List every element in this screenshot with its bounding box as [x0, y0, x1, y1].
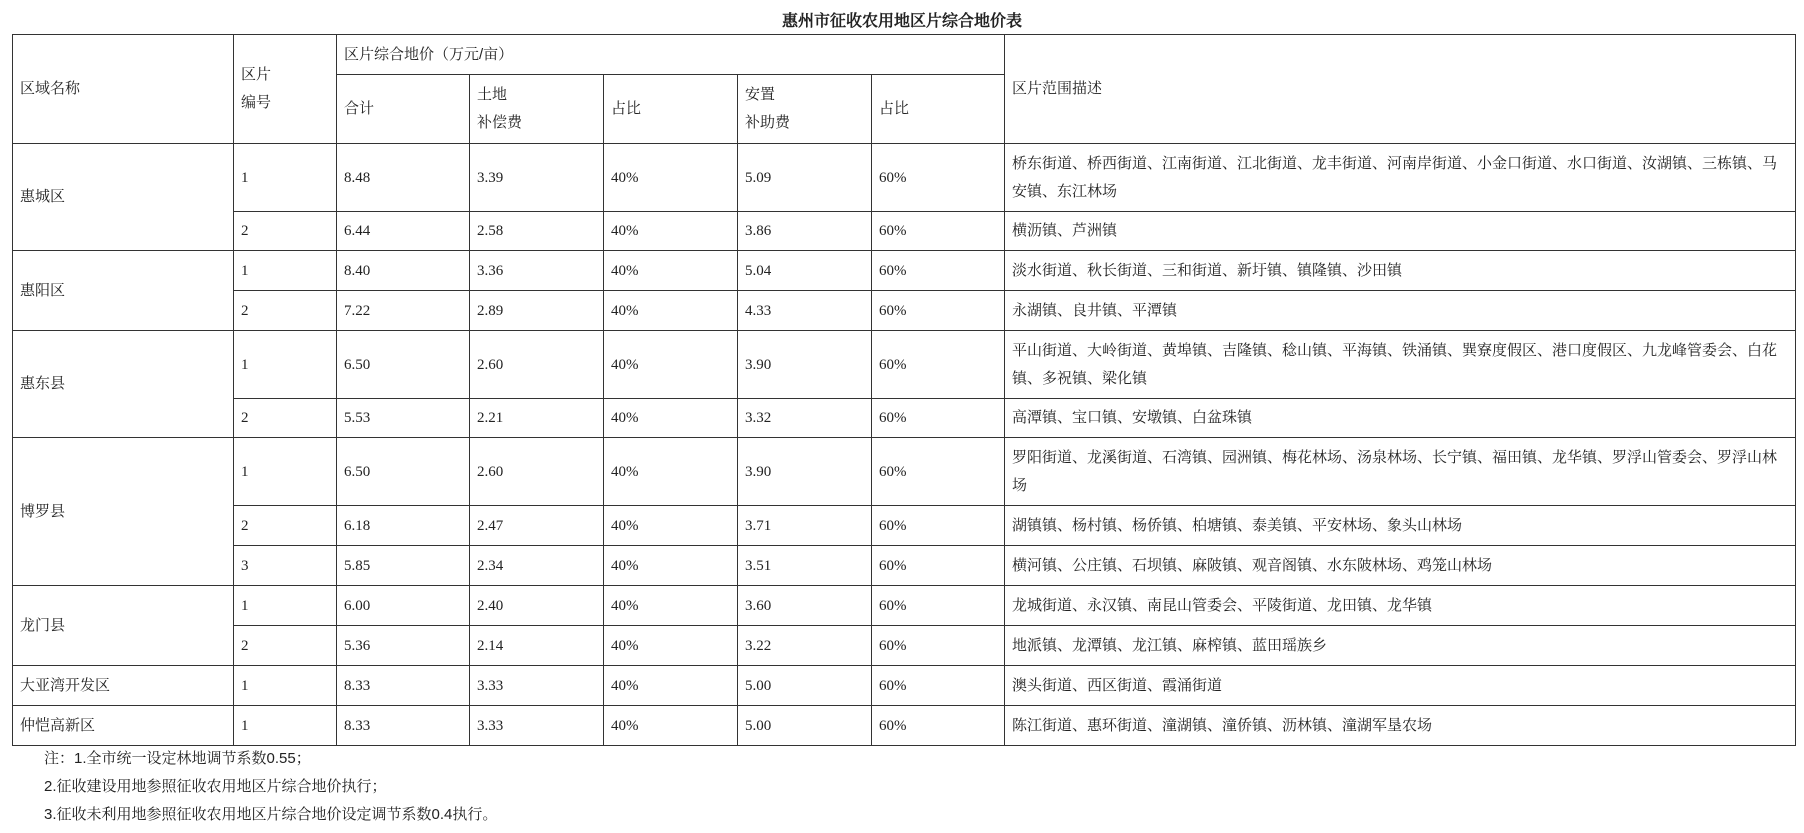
- scope-cell: 罗阳街道、龙溪街道、石湾镇、园洲镇、梅花林场、汤泉林场、长宁镇、福田镇、龙华镇、罗浮山管委会、罗浮山林场: [1005, 438, 1796, 506]
- resettle-fee-cell: 3.71: [738, 506, 872, 546]
- land-pct-cell: 40%: [604, 506, 738, 546]
- region-cell: 龙门县: [13, 586, 234, 666]
- resettle-pct-cell: 60%: [872, 706, 1005, 746]
- zone-no-cell: 3: [234, 546, 337, 586]
- land-pct-cell: 40%: [604, 546, 738, 586]
- header-resettle-fee: [738, 75, 872, 144]
- resettle-fee-cell: 3.90: [738, 331, 872, 399]
- scope-cell: 平山街道、大岭街道、黄埠镇、吉隆镇、稔山镇、平海镇、铁涌镇、巽寮度假区、港口度假区、九龙峰管委会、白花镇、多祝镇、梁化镇: [1005, 331, 1796, 399]
- zone-no-cell: 2: [234, 399, 337, 438]
- total-cell: 5.53: [337, 399, 470, 438]
- land-fee-cell: 3.39: [470, 144, 604, 212]
- table-row: [13, 251, 1796, 291]
- resettle-fee-cell: 5.00: [738, 706, 872, 746]
- zone-no-cell: 1: [234, 706, 337, 746]
- resettle-pct-cell: 60%: [872, 506, 1005, 546]
- header-price-group: 区片综合地价（万元/亩）: [337, 35, 1005, 75]
- zone-no-cell: 1: [234, 251, 337, 291]
- header-land-line1: 土地: [477, 86, 508, 103]
- zone-no-cell: 1: [234, 331, 337, 399]
- table-row: [13, 331, 1796, 399]
- scope-cell: 横河镇、公庄镇、石坝镇、麻陂镇、观音阁镇、水东陂林场、鸡笼山林场: [1005, 546, 1796, 586]
- land-fee-cell: 2.60: [470, 438, 604, 506]
- table-row: [13, 291, 1796, 331]
- land-fee-cell: 3.36: [470, 251, 604, 291]
- resettle-fee-cell: 3.60: [738, 586, 872, 626]
- table-row: [13, 666, 1796, 706]
- total-cell: 5.36: [337, 626, 470, 666]
- resettle-pct-cell: 60%: [872, 291, 1005, 331]
- scope-cell: 桥东街道、桥西街道、江南街道、江北街道、龙丰街道、河南岸街道、小金口街道、水口街道、汝湖镇、三栋镇、马安镇、东江林场: [1005, 144, 1796, 212]
- resettle-fee-cell: 3.86: [738, 212, 872, 251]
- table-row: [13, 438, 1796, 506]
- scope-cell: 龙城街道、永汉镇、南昆山管委会、平陵街道、龙田镇、龙华镇: [1005, 586, 1796, 626]
- table-row: [13, 399, 1796, 438]
- region-cell: 惠东县: [13, 331, 234, 438]
- zone-no-cell: 1: [234, 438, 337, 506]
- table-notes: [44, 745, 497, 829]
- total-cell: 8.40: [337, 251, 470, 291]
- header-scope: 区片范围描述: [1005, 35, 1796, 144]
- resettle-pct-cell: 60%: [872, 331, 1005, 399]
- total-cell: 6.00: [337, 586, 470, 626]
- total-cell: 8.33: [337, 666, 470, 706]
- table-row: [13, 212, 1796, 251]
- resettle-fee-cell: 5.09: [738, 144, 872, 212]
- scope-cell: 澳头街道、西区街道、霞涌街道: [1005, 666, 1796, 706]
- header-resettle-pct: 占比: [872, 75, 1005, 144]
- resettle-pct-cell: 60%: [872, 438, 1005, 506]
- land-fee-cell: 2.89: [470, 291, 604, 331]
- header-zone-no-line1: 区片: [241, 66, 272, 83]
- header-zone-no-line2: 编号: [241, 94, 272, 111]
- land-pct-cell: 40%: [604, 586, 738, 626]
- zone-no-cell: 1: [234, 586, 337, 626]
- header-zone-no: [234, 35, 337, 144]
- total-cell: 6.18: [337, 506, 470, 546]
- region-cell: 仲恺高新区: [13, 706, 234, 746]
- scope-cell: 横沥镇、芦洲镇: [1005, 212, 1796, 251]
- resettle-fee-cell: 3.22: [738, 626, 872, 666]
- total-cell: 8.33: [337, 706, 470, 746]
- total-cell: 6.50: [337, 331, 470, 399]
- region-cell: 惠城区: [13, 144, 234, 251]
- note-line-3: 3.征收未利用地参照征收农用地区片综合地价设定调节系数0.4执行。: [44, 806, 498, 823]
- note-line-2: 2.征收建设用地参照征收农用地区片综合地价执行；: [44, 778, 387, 795]
- resettle-pct-cell: 60%: [872, 212, 1005, 251]
- header-total: 合计: [337, 75, 470, 144]
- zone-no-cell: 2: [234, 506, 337, 546]
- header-resettle-line1: 安置: [745, 86, 776, 103]
- land-fee-cell: 2.34: [470, 546, 604, 586]
- land-fee-cell: 2.60: [470, 331, 604, 399]
- table-title: 惠州市征收农用地区片综合地价表: [781, 13, 1022, 30]
- land-pct-cell: 40%: [604, 144, 738, 212]
- resettle-fee-cell: 3.32: [738, 399, 872, 438]
- land-pct-cell: 40%: [604, 331, 738, 399]
- land-price-table: [12, 34, 1796, 746]
- land-pct-cell: 40%: [604, 399, 738, 438]
- land-pct-cell: 40%: [604, 251, 738, 291]
- land-fee-cell: 2.47: [470, 506, 604, 546]
- resettle-fee-cell: 5.00: [738, 666, 872, 706]
- region-cell: 大亚湾开发区: [13, 666, 234, 706]
- note-line-1: 注：1.全市统一设定林地调节系数0.55；: [44, 750, 311, 767]
- total-cell: 6.44: [337, 212, 470, 251]
- resettle-pct-cell: 60%: [872, 399, 1005, 438]
- land-pct-cell: 40%: [604, 706, 738, 746]
- resettle-fee-cell: 3.51: [738, 546, 872, 586]
- scope-cell: 地派镇、龙潭镇、龙江镇、麻榨镇、蓝田瑶族乡: [1005, 626, 1796, 666]
- land-fee-cell: 2.14: [470, 626, 604, 666]
- scope-cell: 淡水街道、秋长街道、三和街道、新圩镇、镇隆镇、沙田镇: [1005, 251, 1796, 291]
- resettle-fee-cell: 4.33: [738, 291, 872, 331]
- total-cell: 8.48: [337, 144, 470, 212]
- resettle-pct-cell: 60%: [872, 626, 1005, 666]
- header-land-pct: 占比: [604, 75, 738, 144]
- land-fee-cell: 2.58: [470, 212, 604, 251]
- table-row: [13, 706, 1796, 746]
- scope-cell: 陈江街道、惠环街道、潼湖镇、潼侨镇、沥林镇、潼湖军垦农场: [1005, 706, 1796, 746]
- header-resettle-line2: 补助费: [745, 114, 791, 131]
- region-cell: 博罗县: [13, 438, 234, 586]
- table-row: [13, 546, 1796, 586]
- zone-no-cell: 2: [234, 626, 337, 666]
- zone-no-cell: 2: [234, 291, 337, 331]
- resettle-fee-cell: 3.90: [738, 438, 872, 506]
- table-row: [13, 586, 1796, 626]
- zone-no-cell: 1: [234, 144, 337, 212]
- header-land-fee: [470, 75, 604, 144]
- land-fee-cell: 3.33: [470, 666, 604, 706]
- table-row: [13, 144, 1796, 212]
- zone-no-cell: 2: [234, 212, 337, 251]
- scope-cell: 永湖镇、良井镇、平潭镇: [1005, 291, 1796, 331]
- land-fee-cell: 2.21: [470, 399, 604, 438]
- land-pct-cell: 40%: [604, 212, 738, 251]
- resettle-pct-cell: 60%: [872, 251, 1005, 291]
- land-pct-cell: 40%: [604, 626, 738, 666]
- total-cell: 7.22: [337, 291, 470, 331]
- resettle-fee-cell: 5.04: [738, 251, 872, 291]
- resettle-pct-cell: 60%: [872, 546, 1005, 586]
- total-cell: 5.85: [337, 546, 470, 586]
- land-pct-cell: 40%: [604, 291, 738, 331]
- scope-cell: 高潭镇、宝口镇、安墩镇、白盆珠镇: [1005, 399, 1796, 438]
- resettle-pct-cell: 60%: [872, 666, 1005, 706]
- land-fee-cell: 2.40: [470, 586, 604, 626]
- table-row: [13, 626, 1796, 666]
- scope-cell: 湖镇镇、杨村镇、杨侨镇、柏塘镇、泰美镇、平安林场、象头山林场: [1005, 506, 1796, 546]
- land-pct-cell: 40%: [604, 666, 738, 706]
- region-cell: 惠阳区: [13, 251, 234, 331]
- resettle-pct-cell: 60%: [872, 144, 1005, 212]
- land-pct-cell: 40%: [604, 438, 738, 506]
- land-fee-cell: 3.33: [470, 706, 604, 746]
- header-land-line2: 补偿费: [477, 114, 523, 131]
- total-cell: 6.50: [337, 438, 470, 506]
- zone-no-cell: 1: [234, 666, 337, 706]
- header-region: 区域名称: [13, 35, 234, 144]
- resettle-pct-cell: 60%: [872, 586, 1005, 626]
- table-row: [13, 506, 1796, 546]
